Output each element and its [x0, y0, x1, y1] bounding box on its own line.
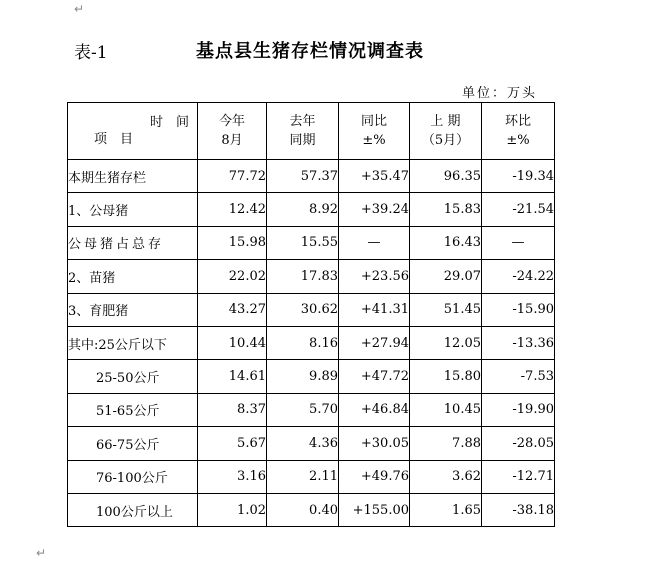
cell-prev-year: 8.16 [267, 326, 339, 359]
cell-current: 10.44 [198, 326, 267, 359]
cell-last-period: 7.88 [410, 427, 482, 460]
cell-prev-year: 17.83 [267, 260, 339, 293]
header-current-line2: 8月 [221, 133, 243, 148]
row-name: 100公斤以上 [68, 493, 198, 526]
cell-prev-year: 30.62 [267, 293, 339, 326]
paragraph-mark-icon: ↵ [36, 546, 47, 560]
hog-inventory-table [67, 102, 555, 527]
cell-current: 15.98 [198, 226, 267, 259]
cell-current: 8.37 [198, 393, 267, 426]
cell-prev-year: 9.89 [267, 360, 339, 393]
header-mom [482, 103, 555, 160]
header-last-period-line1: 上 期 [430, 114, 461, 129]
header-last-period-line2: （5月） [421, 133, 470, 148]
cell-yoy: +155.00 [339, 493, 410, 526]
cell-mom: -7.53 [482, 360, 555, 393]
header-yoy-line1: 同比 [360, 114, 387, 129]
cell-mom: -38.18 [482, 493, 555, 526]
row-name: 66-75公斤 [68, 427, 198, 460]
cell-last-period: 16.43 [410, 226, 482, 259]
cell-prev-year: 8.92 [267, 193, 339, 226]
table-label: 表-1 [74, 43, 108, 63]
cell-yoy: +39.24 [339, 193, 410, 226]
table-row [68, 393, 555, 426]
cell-current: 14.61 [198, 360, 267, 393]
cell-last-period: 1.65 [410, 493, 482, 526]
table-row [68, 193, 555, 226]
header-yoy-line2: ±% [362, 133, 386, 148]
header-prev-year-line1: 去年 [289, 114, 316, 129]
cell-last-period: 3.62 [410, 460, 482, 493]
cell-mom: -13.36 [482, 326, 555, 359]
cell-mom: -24.22 [482, 260, 555, 293]
cell-yoy: +30.05 [339, 427, 410, 460]
cell-prev-year: 2.11 [267, 460, 339, 493]
cell-mom: -12.71 [482, 460, 555, 493]
header-last-period [410, 103, 482, 160]
cell-prev-year: 0.40 [267, 493, 339, 526]
cell-prev-year: 57.37 [267, 160, 339, 193]
header-current-line1: 今年 [218, 114, 245, 129]
row-name: 51-65公斤 [68, 393, 198, 426]
cell-last-period: 12.05 [410, 326, 482, 359]
cell-current: 77.72 [198, 160, 267, 193]
document-title: 基点县生猪存栏情况调查表 [196, 41, 424, 62]
cell-last-period: 10.45 [410, 393, 482, 426]
header-mom-line2: ±% [506, 133, 530, 148]
table-row [68, 460, 555, 493]
cell-last-period: 51.45 [410, 293, 482, 326]
table-header-row [68, 103, 555, 160]
cell-yoy: +41.31 [339, 293, 410, 326]
table-row [68, 293, 555, 326]
header-item-label: 项 目 [94, 132, 134, 147]
cell-mom: -19.90 [482, 393, 555, 426]
cell-last-period: 15.80 [410, 360, 482, 393]
cell-prev-year: 15.55 [267, 226, 339, 259]
table-row [68, 326, 555, 359]
cell-yoy: +47.72 [339, 360, 410, 393]
cell-mom: -15.90 [482, 293, 555, 326]
cell-current: 1.02 [198, 493, 267, 526]
header-prev-year-line2: 同期 [289, 133, 316, 148]
cell-mom: — [482, 226, 555, 259]
cell-prev-year: 5.70 [267, 393, 339, 426]
header-yoy [339, 103, 410, 160]
row-name: 其中:25公斤以下 [68, 326, 198, 359]
row-name: 1、公母猪 [68, 193, 198, 226]
row-name: 25-50公斤 [68, 360, 198, 393]
table-row [68, 427, 555, 460]
row-name: 76-100公斤 [68, 460, 198, 493]
cell-mom: -28.05 [482, 427, 555, 460]
cell-current: 5.67 [198, 427, 267, 460]
row-name: 本期生猪存栏 [68, 160, 198, 193]
cell-last-period: 15.83 [410, 193, 482, 226]
cell-yoy: — [339, 226, 410, 259]
cell-last-period: 29.07 [410, 260, 482, 293]
table-row [68, 160, 555, 193]
cell-yoy: +49.76 [339, 460, 410, 493]
cell-mom: -21.54 [482, 193, 555, 226]
header-mom-line1: 环比 [504, 114, 531, 129]
cell-yoy: +35.47 [339, 160, 410, 193]
cell-yoy: +46.84 [339, 393, 410, 426]
table-row [68, 226, 555, 259]
table-row [68, 360, 555, 393]
cell-prev-year: 4.36 [267, 427, 339, 460]
cell-current: 22.02 [198, 260, 267, 293]
header-time-label: 时 间 [149, 115, 189, 130]
cell-current: 3.16 [198, 460, 267, 493]
table-row [68, 493, 555, 526]
row-name: 3、育肥猪 [68, 293, 198, 326]
header-corner-cell [68, 103, 198, 160]
cell-current: 12.42 [198, 193, 267, 226]
unit-label: 单位：万头 [462, 86, 538, 101]
cell-yoy: +23.56 [339, 260, 410, 293]
header-prev-year [267, 103, 339, 160]
table-row [68, 260, 555, 293]
header-current [198, 103, 267, 160]
cell-current: 43.27 [198, 293, 267, 326]
row-name: 公母猪占总存 [68, 226, 198, 259]
row-name: 2、苗猪 [68, 260, 198, 293]
cell-last-period: 96.35 [410, 160, 482, 193]
cell-mom: -19.34 [482, 160, 555, 193]
cell-yoy: +27.94 [339, 326, 410, 359]
paragraph-mark-icon: ↵ [74, 2, 85, 16]
